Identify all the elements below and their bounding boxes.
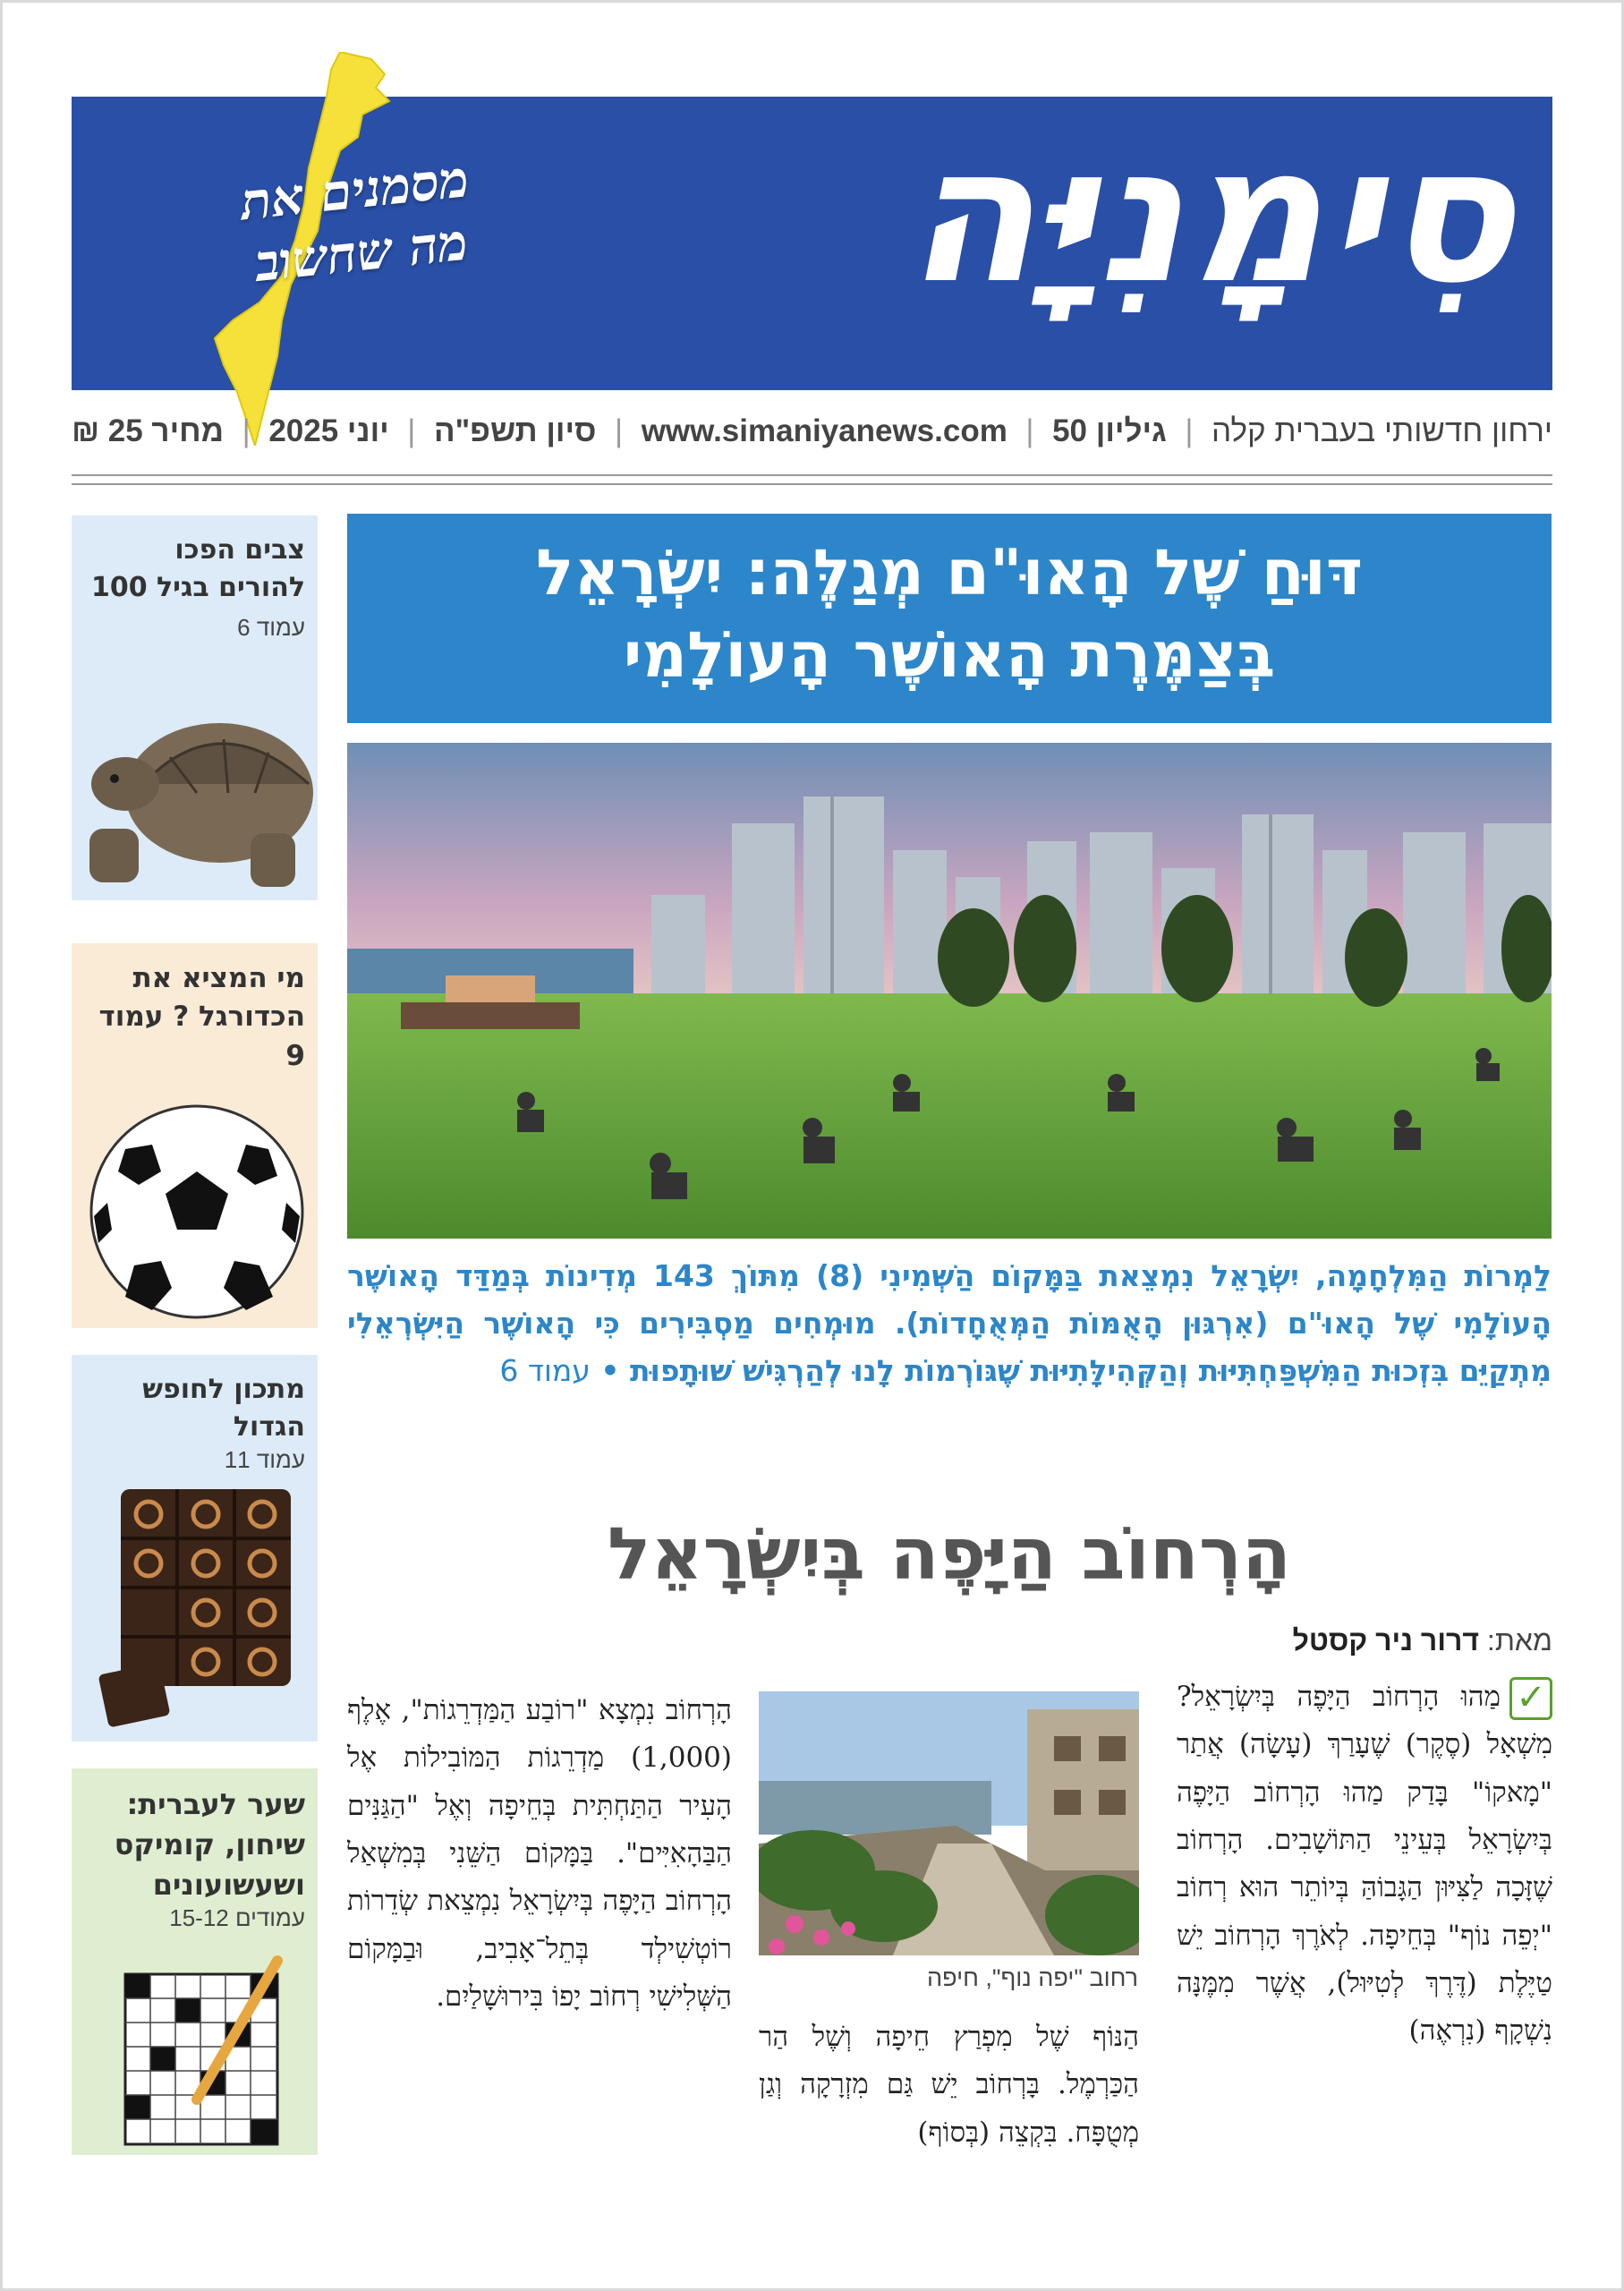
story-column-left: הָרְחוֹב נִמְצָא "רוֹבַע הַמַּדְרֵגוֹת", אֶלֶף (1,000) מַדְרֵגוֹת הַמּוֹבִילוֹת אֶל הָעִיר הַתַּחְתִּית בְּחֵיפָה וְאֶל "הַגַּנִּים הַבַּהָאִיִּים". בַּמָּקוֹם הַשֵּׁנִי בְּמִשְׁאַל הָרְחוֹב הַיָּפֶה בְּיִשְׂרָאֵל נִמְצֵאת שְׂדֵרוֹת רוֹטְשִׁילְד בְּתֵל־אָבִיב, וּבַמָּקוֹם הַשְּׁלִישִׁי רְחוֹב יָפוֹ בִּירוּשָׁלַיִם. xyxy=(347,1694,732,2013)
masthead-title: סִימָנִיָּה xyxy=(906,106,1517,325)
website-link[interactable]: www.simaniyanews.com xyxy=(641,413,1008,448)
tel-aviv-park-photo xyxy=(347,743,1552,1239)
crossword-image xyxy=(72,1947,318,2162)
lead-text: לַמְרוֹת הַמִּלְחָמָה, יִשְׂרָאֵל נִמְצֵאת בַּמָּקוֹם הַשְּׁמִינִי (8) מִתּוֹךְ 143 מְדִינוֹת בְּמַדַּד הָאוֹשֶׁר הָעוֹלָמִי שֶׁל הָאוּ"ם (אִרְגּוּן הָאֻמּוֹת הַמְּאֻחָדוֹת). מוּמְחִים מַסְבִּירִים כִּי הָאוֹשֶׁר הַיִּשְׂרְאֵלִי מִתְקַיֵּם בִּזְכוּת הַמִּשְׁפַּחְתִּיּוּת וְהַקְּהִילָּתִיּוּת שֶׁגּוֹרְמוֹת לָנוּ לְהַרְגִּישׁ שׁוּתָפוּת • xyxy=(347,1258,1552,1388)
lead-page-ref[interactable]: עמוד 6 xyxy=(499,1352,591,1388)
price: מחיר 25 ₪ xyxy=(72,413,225,448)
sidebar-card-recipe[interactable] xyxy=(72,1355,318,1742)
issue-number: גיליון 50 xyxy=(1052,413,1167,448)
story-title: הָרְחוֹב הַיָּפֶה בְּיִשְׂרָאֵל xyxy=(608,1512,1291,1596)
hebrew-date: סיון תשפ"ה xyxy=(433,413,597,448)
sidebar-page: עמוד 6 xyxy=(237,614,305,641)
photo-caption: רחוב "יפה נוף", חיפה xyxy=(927,1964,1138,1991)
story-column-middle: הַנּוֹף שֶׁל מִפְרַץ חֵיפָה וְשֶׁל הַר הַכַּרְמֶל. בָּרְחוֹב יֵשׁ גַּם מִזְרָקָה וְגַן מְטֻפָּח. בִּקְצֵה (בְּסוֹף) xyxy=(759,2021,1139,2149)
story-text: מַהוּ הָרְחוֹב הַיָּפֶה בְּיִשְׂרָאֵל? מִשְׁאָל (סֶקֶר) שֶׁעָרַךְ (עָשָׂה) אֲתַר "מָאקוֹ" בָּדַק מַהוּ הָרְחוֹב הַיָּפֶה בְּיִשְׂרָאֵל בְּעֵינֵי הַתּוֹשָׁבִים. הָרְחוֹב שֶׁזָּכָה לַצִּיּוּן הַגָּבוֹהַּ בְּיוֹתֵר הוּא רְחוֹב "יְפֵה נוֹף" בְּחֵיפָה. לְאֹרֶךְ הָרְחוֹב יֵשׁ טַיֶּלֶת (דֶּרֶךְ לְטִיּוּל), אֲשֶׁר מִמֶּנָּה נִשְׁקָף (נִרְאֶה) xyxy=(1177,1681,1552,2048)
info-line: ירחון חדשותי בעברית קלה | גיליון 50 | www.simaniyanews.com | סיון תשפ"ה | יוני 2025 | מחיר 25 ₪ xyxy=(72,413,1552,448)
haifa-street-photo xyxy=(759,1691,1139,1955)
masthead xyxy=(72,97,1552,390)
divider xyxy=(72,474,1552,476)
headline-line-2: בְּצַמֶּרֶת הָאוֹשֶׁר הָעוֹלָמִי xyxy=(623,618,1276,693)
lead-paragraph xyxy=(347,1253,1552,1394)
sidebar-title: מתכון לחופש הגדול xyxy=(142,1374,305,1443)
sidebar-title: מי המציא את הכדורגל ? עמוד 9 xyxy=(98,962,305,1072)
month-date: יוני 2025 xyxy=(268,413,389,448)
sidebar-page: עמוד 11 xyxy=(224,1446,305,1473)
checkmark-icon: ✓ xyxy=(1509,1677,1552,1720)
byline xyxy=(1293,1624,1552,1657)
headline-line-1: דּוּחַ שֶׁל הָאוּ"ם מְגַלֶּה: יִשְׂרָאֵל xyxy=(536,536,1363,609)
slogan-line-2: מה שחשוב xyxy=(251,212,471,294)
sidebar-title: צבים הפכו להורים בגיל 100 xyxy=(90,534,305,603)
byline-name: דרור ניר קסטל xyxy=(1292,1624,1480,1657)
sidebar-card-football[interactable] xyxy=(72,943,318,1328)
story-column-right xyxy=(1177,1674,1552,2056)
sidebar-page: עמודים 15-12 xyxy=(169,1904,305,1932)
brownies-image xyxy=(72,1471,318,1740)
sidebar-card-tortoises[interactable] xyxy=(72,515,318,900)
sidebar-card-hebrew-gate[interactable] xyxy=(72,1768,318,2155)
slogan-line-1: מסמנים את xyxy=(237,149,472,233)
main-headline[interactable] xyxy=(347,514,1552,723)
divider xyxy=(72,483,1552,485)
soccer-ball-image xyxy=(72,1095,318,1328)
tortoise-image xyxy=(72,686,318,900)
sidebar-title: שער לעברית: שיחון, קומיקס ושעשועונים xyxy=(114,1787,305,1902)
byline-label: מאת: xyxy=(1486,1624,1552,1657)
tagline: ירחון חדשותי בעברית קלה xyxy=(1212,413,1552,448)
